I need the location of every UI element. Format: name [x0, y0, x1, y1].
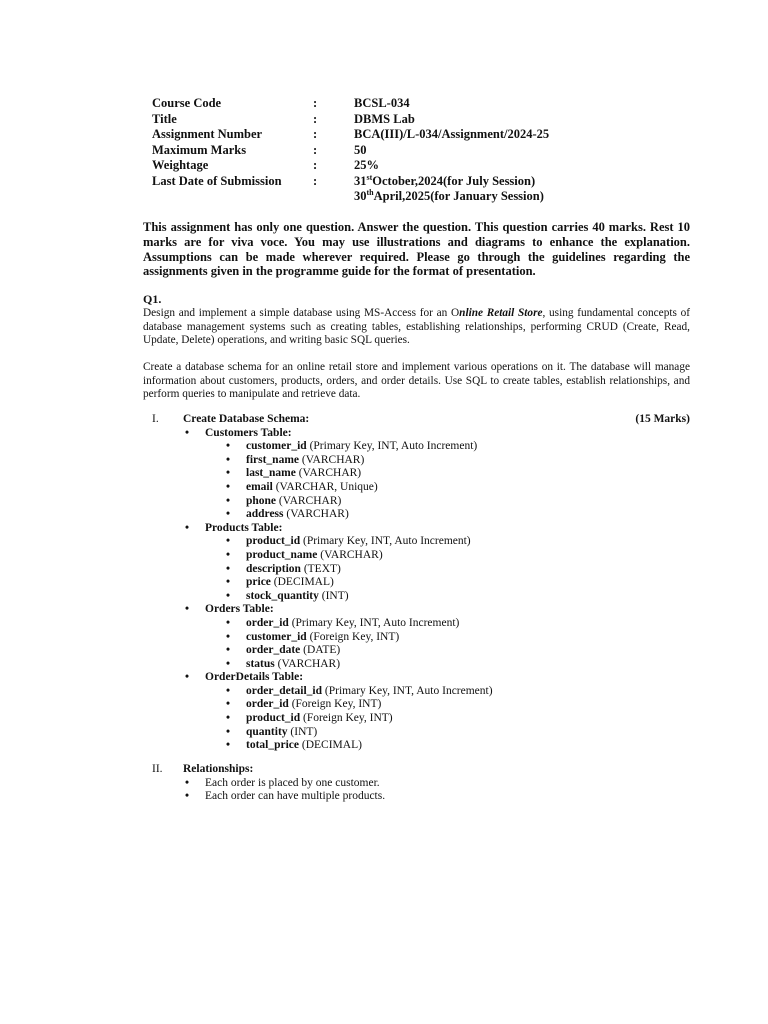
- bullet-icon: •: [226, 535, 231, 548]
- bullet-icon: •: [226, 725, 231, 738]
- bullet-icon: •: [226, 494, 231, 507]
- field-name: address: [246, 508, 284, 521]
- emphasis-text: nline Retail Store: [459, 307, 543, 319]
- bullet-icon: •: [185, 603, 190, 616]
- field-name: total_price: [246, 739, 300, 752]
- bullet-icon: •: [226, 467, 231, 480]
- section-title: Relationships:: [183, 763, 254, 775]
- field-type: (DECIMAL): [299, 739, 362, 752]
- date-day: 31: [354, 173, 367, 188]
- meta-value: BCA(III)/L-034/Assignment/2024-25: [354, 127, 550, 141]
- meta-colon: :: [313, 173, 318, 188]
- field-name: email: [246, 480, 273, 493]
- schema-table-title: [185, 426, 690, 441]
- field-name: stock_quantity: [246, 589, 319, 602]
- field-name: customer_id: [246, 630, 307, 643]
- field-name: order_detail_id: [246, 684, 323, 697]
- date-suffix: st: [366, 172, 373, 182]
- paragraph-text: Design and implement a simple database using MS-Access for an O: [143, 307, 460, 319]
- section-heading: [152, 763, 690, 777]
- section-heading: [152, 413, 690, 427]
- field-list: [226, 440, 690, 522]
- field-item: [226, 630, 690, 645]
- bullet-icon: •: [226, 508, 231, 521]
- meta-colon: :: [313, 158, 318, 172]
- field-type: (Primary Key, INT, Auto Increment): [322, 684, 493, 697]
- bullet-icon: •: [226, 576, 231, 589]
- field-name: customer_id: [246, 440, 307, 453]
- meta-label: Weightage: [152, 158, 209, 172]
- submission-date-january: [354, 189, 544, 205]
- field-type: (VARCHAR): [276, 494, 342, 507]
- field-type: (TEXT): [300, 562, 341, 575]
- field-item: [226, 562, 690, 577]
- bullet-icon: •: [226, 630, 231, 643]
- bullet-icon: •: [226, 548, 231, 561]
- meta-value: 50: [354, 142, 367, 157]
- bullet-icon: •: [185, 426, 190, 439]
- meta-label: Last Date of Submission: [152, 173, 282, 188]
- field-item: [226, 440, 690, 454]
- field-type: (VARCHAR): [295, 467, 362, 480]
- assignment-meta: [152, 96, 549, 205]
- field-name: order_date: [246, 644, 301, 657]
- bullet-icon: •: [185, 790, 190, 803]
- field-type: (DATE): [300, 644, 341, 657]
- bullet-icon: •: [226, 440, 231, 453]
- question-label: Q1.: [143, 292, 162, 306]
- meta-value: 25%: [354, 158, 379, 172]
- meta-row: [152, 143, 549, 159]
- field-type: (Primary Key, INT, Auto Increment): [306, 440, 478, 453]
- field-type: (Foreign Key, INT): [306, 630, 400, 643]
- bullet-icon: •: [185, 671, 190, 684]
- section-number: I.: [152, 413, 159, 425]
- field-type: (VARCHAR): [299, 453, 365, 466]
- field-name: status: [246, 657, 275, 670]
- field-item: [226, 589, 690, 604]
- section-number: II.: [152, 763, 163, 775]
- field-item: [226, 548, 690, 563]
- meta-row: [152, 158, 549, 174]
- field-item: [226, 576, 690, 590]
- field-item: [226, 494, 690, 509]
- meta-colon: :: [313, 142, 318, 157]
- section-schema: [152, 413, 690, 753]
- meta-label: Title: [152, 111, 177, 126]
- question-paragraph: [143, 307, 690, 348]
- field-item: [226, 739, 690, 753]
- field-name: product_id: [246, 535, 301, 548]
- bullet-icon: •: [226, 562, 231, 575]
- meta-label: Course Code: [152, 96, 222, 110]
- meta-row: [152, 174, 549, 190]
- field-type: (INT): [287, 725, 318, 738]
- date-rest: April,2025(for January Session): [373, 189, 544, 203]
- relationship-text: Each order is placed by one customer.: [205, 776, 380, 789]
- schema-table-name: OrderDetails Table:: [205, 671, 304, 684]
- meta-colon: :: [313, 127, 318, 141]
- schema-table-name: Products Table:: [205, 521, 283, 534]
- bullet-icon: •: [226, 712, 231, 725]
- date-suffix: th: [366, 187, 374, 197]
- bullet-icon: •: [226, 480, 231, 493]
- field-type: (INT): [318, 589, 349, 602]
- field-type: (Primary Key, INT, Auto Increment): [300, 535, 471, 548]
- field-item: [226, 616, 690, 631]
- relationship-item: [185, 790, 690, 804]
- field-name: order_id: [246, 698, 289, 711]
- field-list: [226, 616, 690, 671]
- schema-table-title: [185, 521, 690, 536]
- field-item: [226, 684, 690, 699]
- field-name: first_name: [246, 453, 300, 466]
- field-item: [226, 508, 690, 522]
- meta-row: [152, 189, 549, 205]
- field-item: [226, 453, 690, 468]
- field-name: description: [246, 562, 301, 575]
- field-list: [226, 684, 690, 753]
- field-type: (Primary Key, INT, Auto Increment): [288, 616, 460, 629]
- meta-label: Assignment Number: [152, 127, 263, 141]
- field-type: (VARCHAR): [274, 657, 341, 670]
- submission-date-july: [354, 174, 535, 190]
- field-item: [226, 480, 690, 495]
- bullet-icon: •: [226, 589, 231, 602]
- meta-row: [152, 112, 549, 128]
- section-marks: (15 Marks): [635, 413, 690, 425]
- field-type: (Foreign Key, INT): [288, 698, 382, 711]
- bullet-icon: •: [226, 698, 231, 711]
- field-type: (Foreign Key, INT): [300, 712, 393, 725]
- meta-value: BCSL-034: [354, 96, 410, 110]
- bullet-icon: •: [226, 453, 231, 466]
- section-relationships: [152, 763, 690, 804]
- schema-table-title: [185, 671, 690, 685]
- date-rest: October,2024(for July Session): [372, 173, 536, 188]
- bullet-icon: •: [226, 739, 231, 752]
- schema-table-name: Customers Table:: [205, 426, 292, 439]
- field-item: [226, 657, 690, 672]
- field-type: (VARCHAR): [283, 508, 349, 521]
- field-item: [226, 535, 690, 549]
- intro-instructions: This assignment has only one question. Answer the question. This question carries 40 marks. Rest 10 marks are for viva voce. You may use illustrations and diagrams to enhance the explanation. Assumptions can be made wherever required. Please go through the guidelines regarding the assignments given in the programme guide for the format of presentation.: [143, 220, 690, 279]
- meta-label: Maximum Marks: [152, 142, 247, 157]
- schema-table-title: [185, 603, 690, 617]
- field-type: (VARCHAR): [317, 548, 383, 561]
- field-name: product_id: [246, 712, 301, 725]
- question-paragraph: Create a database schema for an online retail store and implement various operations on it. The database will manage information about customers, products, orders, and order details. Use SQL to create tables, establish relationships, and perform queries to manipulate and retrieve data.: [143, 361, 690, 401]
- field-name: order_id: [246, 616, 289, 629]
- bullet-icon: •: [226, 616, 231, 629]
- relationship-list: [185, 776, 690, 804]
- field-item: [226, 644, 690, 658]
- section-title: Create Database Schema:: [183, 413, 310, 425]
- meta-colon: :: [313, 96, 318, 110]
- bullet-icon: •: [226, 657, 231, 670]
- field-list: [226, 535, 690, 603]
- schema-table-name: Orders Table:: [205, 603, 274, 616]
- relationship-item: [185, 776, 690, 791]
- field-item: [226, 698, 690, 712]
- date-day: 30: [354, 189, 367, 203]
- field-item: [226, 467, 690, 481]
- field-type: (VARCHAR, Unique): [272, 480, 378, 493]
- meta-value: DBMS Lab: [354, 111, 415, 126]
- relationship-text: Each order can have multiple products.: [205, 790, 386, 803]
- table-list: [185, 426, 690, 753]
- field-name: phone: [246, 494, 277, 507]
- field-name: quantity: [246, 725, 288, 738]
- bullet-icon: •: [185, 776, 190, 789]
- field-name: price: [246, 576, 271, 589]
- field-name: last_name: [246, 467, 296, 480]
- bullet-icon: •: [226, 684, 231, 697]
- meta-row: [152, 127, 549, 143]
- meta-colon: :: [313, 111, 318, 126]
- field-item: [226, 725, 690, 740]
- field-item: [226, 712, 690, 726]
- meta-row: [152, 96, 549, 112]
- field-type: (DECIMAL): [270, 576, 334, 589]
- bullet-icon: •: [185, 521, 190, 534]
- field-name: product_name: [246, 548, 318, 561]
- bullet-icon: •: [226, 644, 231, 657]
- paragraph-text: , using fundamental concepts of database management systems such as creating tables, establishing relationships, performing CRUD (Create, Read, Update, Delete) operations, and writing basic SQL queries.: [143, 307, 690, 347]
